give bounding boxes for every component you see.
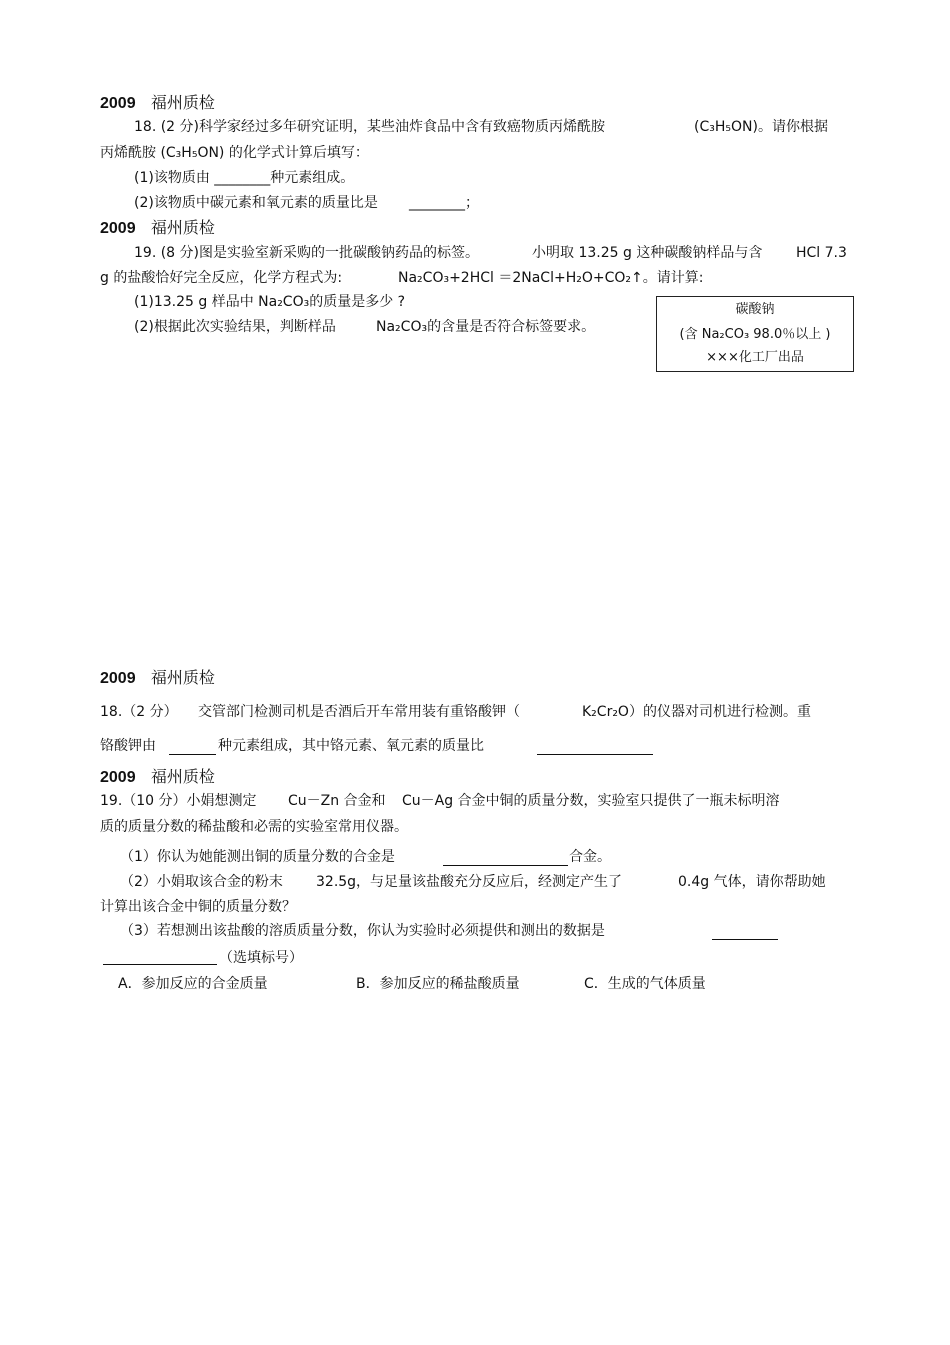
header-year: 2009 [100, 220, 136, 237]
question-19-line1c: HCl 7.3 [796, 245, 847, 261]
question-19b-line2: 质的质量分数的稀盐酸和必需的实验室常用仪器。 [100, 819, 408, 835]
question-19b-part2a: （2）小娟取该合金的粉末 [120, 874, 283, 890]
answer-blank[interactable]: ________ [214, 170, 271, 186]
question-19b-part1-suffix: 合金。 [569, 849, 611, 865]
section-header-1 [100, 93, 215, 113]
header-year: 2009 [100, 769, 136, 786]
chemical-equation: Na₂CO₃+2HCl ＝2NaCl+H₂O+CO₂↑。请计算: [398, 270, 704, 286]
header-source: 福州质检 [150, 218, 215, 237]
header-year: 2009 [100, 95, 136, 112]
part1-prefix: (1)该物质由 [134, 170, 210, 186]
question-18-line1: 18. (2 分)科学家经过多年研究证明，某些油炸食品中含有致癌物质丙烯酰胺 [134, 119, 605, 135]
question-19b-part2d: 计算出该合金中铜的质量分数？ [100, 899, 296, 915]
question-19b-part2c: 0.4g 气体，请你帮助她 [678, 874, 826, 890]
header-source: 福州质检 [150, 767, 215, 786]
header-source: 福州质检 [150, 93, 215, 112]
question-19-line1a: 19. (8 分)图是实验室新采购的一批碳酸钠药品的标签。 [134, 245, 479, 261]
question-19b-part2b: 32.5g，与足量该盐酸充分反应后，经测定产生了 [316, 874, 623, 890]
part2-prefix: (2)该物质中碳元素和氧元素的质量比是 [134, 195, 378, 211]
answer-blank[interactable]: ________ [409, 195, 465, 211]
question-18-part1 [134, 170, 354, 187]
section-header-2 [100, 218, 215, 238]
option-c: C．生成的气体质量 [584, 976, 706, 992]
question-19b-part3: （3）若想测出该盐酸的溶质质量分数，你认为实验时必须提供和测出的数据是 [120, 923, 605, 939]
answer-blank[interactable] [169, 740, 216, 755]
reagent-label-box [656, 296, 854, 372]
question-18b-line1c: K₂Cr₂O）的仪器对司机进行检测。重 [582, 704, 811, 720]
label-name: 碳酸钠 [735, 302, 775, 317]
question-19b-part1: （1）你认为她能测出铜的质量分数的合金是 [120, 849, 395, 865]
question-18-line2: 丙烯酰胺 (C₃H₅ON) 的化学式计算后填写： [100, 145, 369, 161]
part1-suffix: 种元素组成。 [270, 170, 355, 186]
label-purity: (含 Na₂CO₃ 98.0％以上 ) [679, 327, 831, 342]
option-b: B．参加反应的稀盐酸质量 [356, 976, 520, 992]
part2-suffix: ； [465, 195, 479, 211]
answer-blank[interactable] [103, 950, 217, 965]
question-19b-line1b: Cu－Zn 合金和 [288, 793, 386, 809]
question-19b-line1a: 19.（10 分）小娟想测定 [100, 793, 257, 809]
question-19-part2a: (2)根据此次实验结果，判断样品 [134, 319, 336, 335]
question-19-part2b: Na₂CO₃的含量是否符合标签要求。 [376, 319, 596, 335]
question-18-formula: (C₃H₅ON)。请你根据 [694, 119, 828, 135]
header-source: 福州质检 [150, 668, 215, 687]
question-19b-line1c: Cu－Ag 合金中铜的质量分数，实验室只提供了一瓶未标明溶 [402, 793, 780, 809]
option-a: A．参加反应的合金质量 [118, 976, 268, 992]
question-18b-line1b: 交管部门检测司机是否酒后开车常用装有重铬酸钾（ [198, 704, 520, 720]
answer-blank[interactable] [712, 925, 778, 940]
question-19b-part3-hint: （选填标号） [219, 950, 303, 966]
section-header-3 [100, 668, 215, 688]
answer-blank[interactable] [443, 851, 568, 866]
question-19-line2a: g 的盐酸恰好完全反应，化学方程式为: [100, 270, 343, 286]
question-19-line1b: 小明取 13.25 g 这种碳酸钠样品与含 [532, 245, 763, 261]
question-18-part2 [134, 195, 479, 212]
answer-blank[interactable] [537, 740, 653, 755]
label-manufacturer: ×××化工厂出品 [706, 350, 804, 365]
question-18b-line1a: 18.（2 分） [100, 704, 178, 720]
section-header-4 [100, 767, 215, 787]
question-18b-line2a: 铬酸钾由 [100, 738, 156, 754]
header-year: 2009 [100, 670, 136, 687]
question-19-part1: (1)13.25 g 样品中 Na₂CO₃的质量是多少 ? [134, 294, 406, 310]
question-18b-line2b: 种元素组成，其中铬元素、氧元素的质量比 [218, 738, 484, 754]
